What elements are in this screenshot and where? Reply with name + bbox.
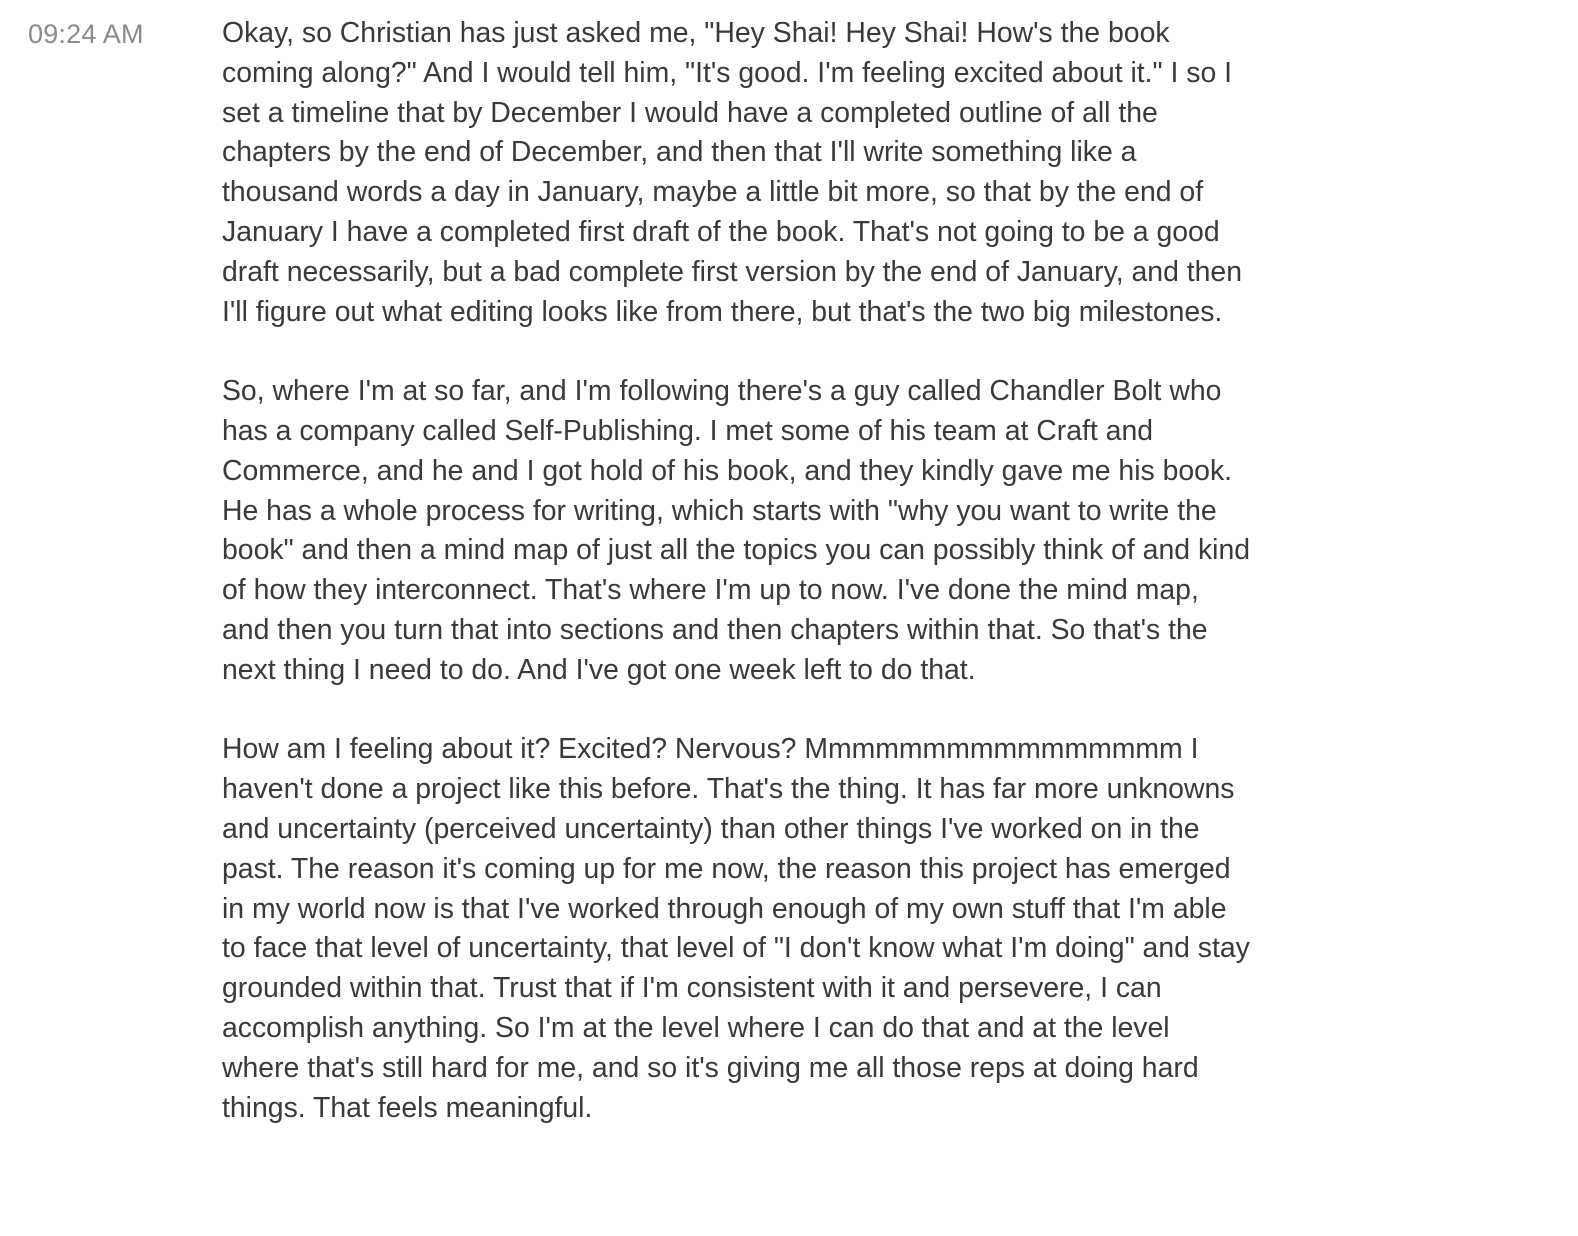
entry-paragraph-1: Okay, so Christian has just asked me, "Hey Shai! Hey Shai! How's the book coming along?" And I would tell him, "It's good. I'm feeling excited about it." I so I set a timeline that by December I would have a completed outline of all the chapters by the end of December, and then that I'll write something like a thousand words a day in January, maybe a little bit more, so that by the end of January I have a completed first draft of the book. That's not going to be a good draft necessarily, but a bad complete first version by the end of January, and then I'll figure out what editing looks like from there, but that's the two big milestones.: [222, 17, 1243, 328]
entry-timestamp: 09:24 AM: [28, 19, 144, 49]
entry-body: [222, 14, 1252, 1128]
entry-paragraph-2: So, where I'm at so far, and I'm following there's a guy called Chandler Bolt who has a company called Self-Publishing. I met some of his team at Craft and Commerce, and he and I got hold of his book, and they kindly gave me his book. He has a whole process for writing, which starts with "why you want to write the book" and then a mind map of just all the topics you can possibly think of and kind of how they interconnect. That's where I'm up to now. I've done the mind map, and then you turn that into sections and then chapters within that. So that's the next thing I need to do. And I've got one week left to do that.: [222, 375, 1251, 686]
entry-paragraph-3: How am I feeling about it? Excited? Nervous? Mmmmmmmmmmmmmmmm I haven't done a project like this before. That's the thing. It has far more unknowns and uncertainty (perceived uncertainty) than other things I've worked on in the past. The reason it's coming up for me now, the reason this project has emerged in my world now is that I've worked through enough of my own stuff that I'm able to face that level of uncertainty, that level of "I don't know what I'm doing" and stay grounded within that. Trust that if I'm consistent with it and persevere, I can accomplish anything. So I'm at the level where I can do that and at the level where that's still hard for me, and so it's giving me all those reps at doing hard things. That feels meaningful.: [222, 733, 1250, 1124]
